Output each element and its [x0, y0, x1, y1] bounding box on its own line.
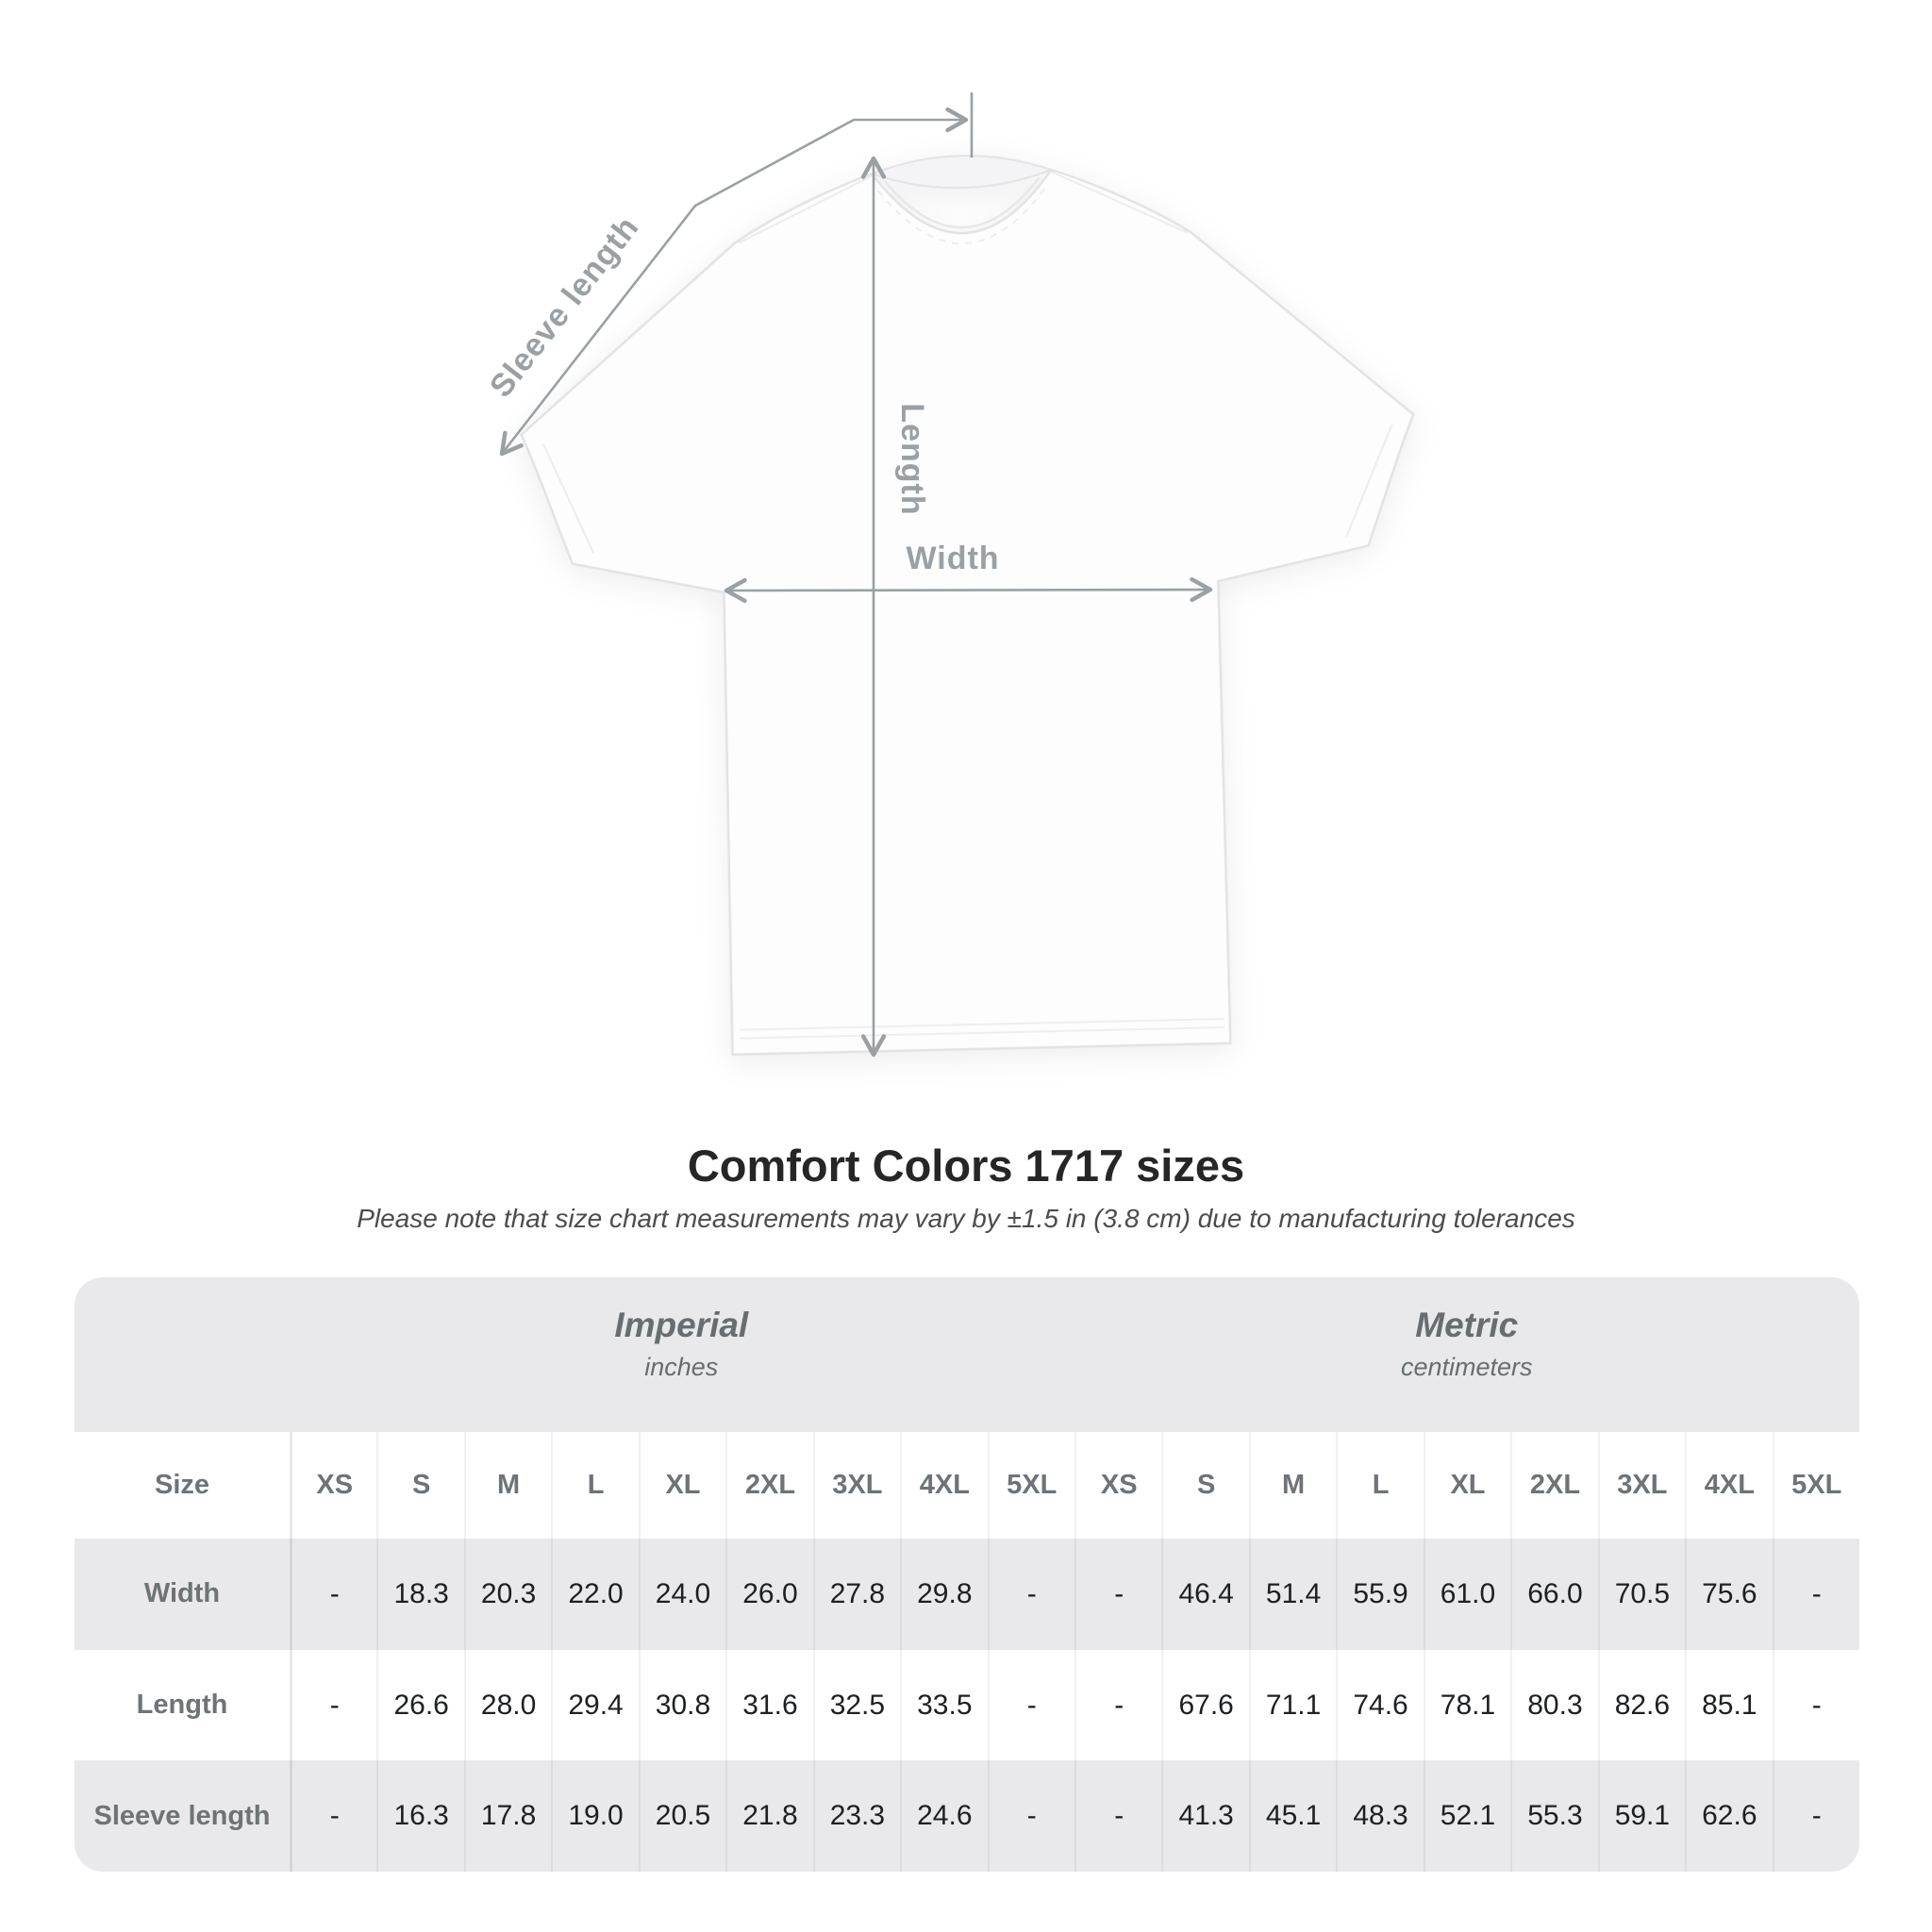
data-cell: 66.0	[1510, 1539, 1597, 1650]
table-row-length	[75, 1650, 1859, 1761]
data-cell: -	[1074, 1760, 1161, 1872]
size-header-imperial-xs: XS	[290, 1432, 376, 1539]
size-header-imperial-2xl: 2XL	[725, 1432, 812, 1539]
data-cell: 48.3	[1336, 1760, 1423, 1872]
data-cell: -	[988, 1760, 1074, 1872]
data-cell: 45.1	[1249, 1760, 1336, 1872]
data-cell: 78.1	[1424, 1650, 1510, 1761]
data-cell: 62.6	[1685, 1760, 1772, 1872]
data-cell: 55.3	[1510, 1760, 1597, 1872]
data-cell: 18.3	[376, 1539, 463, 1650]
data-cell: -	[290, 1539, 376, 1650]
size-header-metric-xl: XL	[1424, 1432, 1510, 1539]
size-header-metric-m: M	[1249, 1432, 1336, 1539]
data-cell: 31.6	[725, 1650, 812, 1761]
data-cell: 74.6	[1336, 1650, 1423, 1761]
data-cell: 30.8	[639, 1650, 725, 1761]
imperial-group-header	[614, 1304, 748, 1388]
tolerance-note: Please note that size chart measurements may vary by ±1.5 in (3.8 cm) due to manufacturing tolerances	[357, 1204, 1575, 1233]
data-cell: -	[988, 1650, 1074, 1761]
size-header-metric-l: L	[1336, 1432, 1423, 1539]
data-cell: 28.0	[464, 1650, 551, 1761]
size-header-imperial-5xl: 5XL	[988, 1432, 1074, 1539]
data-cell: 41.3	[1161, 1760, 1248, 1872]
unit-group-row	[75, 1277, 1859, 1432]
data-cell: 85.1	[1685, 1650, 1772, 1761]
data-cell: 32.5	[813, 1650, 900, 1761]
row-label: Sleeve length	[93, 1800, 271, 1831]
size-column-header: Size	[154, 1470, 210, 1500]
data-cell: 67.6	[1161, 1650, 1248, 1761]
size-header-imperial-l: L	[551, 1432, 638, 1539]
size-header-imperial-4xl: 4XL	[900, 1432, 987, 1539]
data-cell: 24.0	[639, 1539, 725, 1650]
data-cell: 20.3	[464, 1539, 551, 1650]
data-cell: 19.0	[551, 1760, 638, 1872]
data-cell: 61.0	[1424, 1539, 1510, 1650]
table-body	[75, 1539, 1859, 1872]
data-cell: 59.1	[1598, 1760, 1685, 1872]
length-label: Length	[894, 403, 930, 516]
metric-group-header	[1401, 1304, 1533, 1388]
size-header-imperial-s: S	[376, 1432, 463, 1539]
data-cell: -	[1773, 1539, 1859, 1650]
data-cell: 21.8	[725, 1760, 812, 1872]
data-cell: 55.9	[1336, 1539, 1423, 1650]
width-arrow	[726, 590, 1210, 591]
data-cell: -	[988, 1539, 1074, 1650]
data-cell: 23.3	[813, 1760, 900, 1872]
data-cell: -	[1074, 1650, 1161, 1761]
data-cell: 71.1	[1249, 1650, 1336, 1761]
data-cell: 82.6	[1598, 1650, 1685, 1761]
data-cell: -	[290, 1760, 376, 1872]
data-cell: 20.5	[639, 1760, 725, 1872]
data-cell: -	[290, 1650, 376, 1761]
data-cell: 16.3	[376, 1760, 463, 1872]
row-label: Length	[136, 1690, 228, 1720]
data-cell: 80.3	[1510, 1650, 1597, 1761]
size-header-metric-s: S	[1161, 1432, 1248, 1539]
data-cell: -	[1773, 1650, 1859, 1761]
size-table	[75, 1277, 1859, 1872]
tshirt-graphic	[515, 145, 1427, 1058]
width-label: Width	[906, 541, 1000, 576]
imperial-group-title: Imperial	[614, 1306, 749, 1344]
data-cell: 70.5	[1598, 1539, 1685, 1650]
data-cell: 51.4	[1249, 1539, 1336, 1650]
data-cell: 52.1	[1424, 1760, 1510, 1872]
size-header-metric-3xl: 3XL	[1598, 1432, 1685, 1539]
size-header-imperial-3xl: 3XL	[813, 1432, 900, 1539]
size-header-metric-xs: XS	[1074, 1432, 1161, 1539]
collar-band	[872, 154, 1052, 190]
metric-group-unit: centimeters	[1400, 1353, 1533, 1382]
data-cell: 33.5	[900, 1650, 987, 1761]
metric-group-title: Metric	[1415, 1306, 1519, 1344]
data-cell: 27.8	[813, 1539, 900, 1650]
data-cell: 75.6	[1685, 1539, 1772, 1650]
data-cell: 29.8	[900, 1539, 987, 1650]
size-header-imperial-xl: XL	[639, 1432, 725, 1539]
table-row-width	[75, 1539, 1859, 1650]
size-header-metric-2xl: 2XL	[1510, 1432, 1597, 1539]
sleeve-length-label: Sleeve length	[482, 209, 646, 405]
data-cell: 46.4	[1161, 1539, 1248, 1650]
page-title: Comfort Colors 1717 sizes	[687, 1141, 1245, 1191]
size-header-imperial-m: M	[464, 1432, 551, 1539]
data-cell: 26.0	[725, 1539, 812, 1650]
table-header-row	[75, 1432, 1859, 1539]
row-label: Width	[143, 1578, 221, 1609]
data-cell: -	[1074, 1539, 1161, 1650]
size-header-metric-5xl: 5XL	[1773, 1432, 1859, 1539]
imperial-group-unit: inches	[644, 1353, 719, 1382]
data-cell: 29.4	[551, 1650, 638, 1761]
data-cell: 24.6	[900, 1760, 987, 1872]
size-header-metric-4xl: 4XL	[1685, 1432, 1772, 1539]
data-cell: 22.0	[551, 1539, 638, 1650]
data-cell: 26.6	[376, 1650, 463, 1761]
data-cell: -	[1773, 1760, 1859, 1872]
data-cell: 17.8	[464, 1760, 551, 1872]
table-row-sleeve-length	[75, 1760, 1859, 1872]
